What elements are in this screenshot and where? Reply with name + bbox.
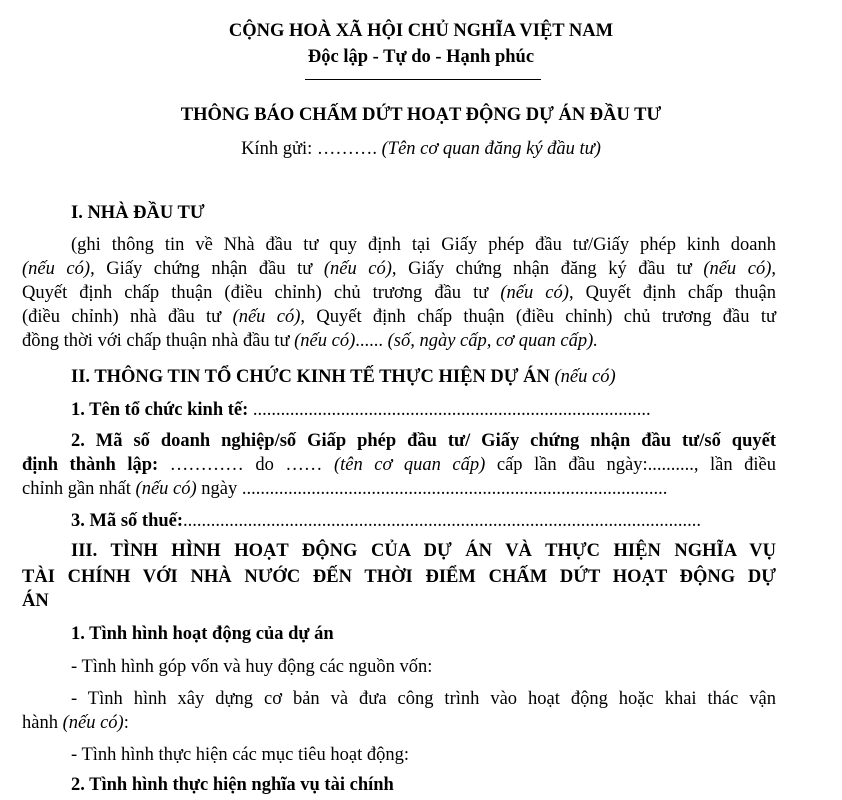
recipient-label: Kính gửi: ………. — [241, 139, 377, 159]
enterprise-code-line-1: 2. Mã số doanh nghiệp/số Giấp phép đầu tư/ Giấy chứng nhận đầu tư/số quyết — [71, 431, 776, 451]
section-1-line-3: Quyết định chấp thuận (điều chỉnh) chủ trương đầu tư (nếu có), Quyết định chấp thuận — [22, 283, 776, 303]
national-name: CỘNG HOÀ XÃ HỘI CHỦ NGHĨA VIỆT NAM — [228, 21, 614, 41]
tax-code-blank: ................................................................................................................ — [183, 511, 702, 531]
financial-obligation-heading: 2. Tình hình thực hiện nghĩa vụ tài chính — [71, 775, 394, 795]
header-divider — [305, 79, 541, 80]
construction-bullet-line-2: hành (nếu có): — [22, 713, 129, 733]
recipient-placeholder: (Tên cơ quan đăng ký đầu tư) — [381, 139, 601, 159]
document-title: THÔNG BÁO CHẤM DỨT HOẠT ĐỘNG DỰ ÁN ĐẦU TƯ — [180, 105, 662, 125]
section-3-heading-line-1: III. TÌNH HÌNH HOẠT ĐỘNG CỦA DỰ ÁN VÀ THỰC HIỆN NGHĨA VỤ — [71, 541, 776, 561]
tax-code-label: 3. Mã số thuế: — [71, 511, 184, 531]
org-name-line — [71, 398, 842, 422]
org-name-label: 1. Tên tổ chức kinh tế: — [71, 400, 253, 420]
section-3-heading-line-2: TÀI CHÍNH VỚI NHÀ NƯỚC ĐẾN THỜI ĐIỂM CHẤM DỨT HOẠT ĐỘNG DỰ — [22, 567, 776, 587]
section-1-line-4: (điều chỉnh) nhà đầu tư (nếu có), Quyết định chấp thuận (điều chỉnh) chủ trương đầu tư — [22, 307, 776, 327]
national-motto: Độc lập - Tự do - Hạnh phúc — [307, 47, 535, 67]
recipient-line — [0, 137, 842, 161]
objectives-bullet: - Tình hình thực hiện các mục tiêu hoạt động: — [71, 745, 409, 765]
section-1-line-5: đồng thời với chấp thuận nhà đầu tư (nếu có)...... (số, ngày cấp, cơ quan cấp). — [22, 331, 598, 351]
section-1-heading: I. NHÀ ĐẦU TƯ — [71, 203, 205, 223]
section-1-line-1: (ghi thông tin về Nhà đầu tư quy định tại Giấy phép đầu tư/Giấy phép kinh doanh — [71, 235, 776, 255]
section-2-heading: II. THÔNG TIN TỔ CHỨC KINH TẾ THỰC HIỆN DỰ ÁN (nếu có) — [71, 367, 616, 387]
org-name-blank: ...................................................................................... — [252, 400, 651, 420]
project-activity-heading: 1. Tình hình hoạt động của dự án — [71, 624, 334, 644]
tax-code-line — [71, 509, 842, 533]
enterprise-code-line-3: chỉnh gần nhất (nếu có) ngày ............................................................................................ — [22, 479, 668, 499]
capital-contribution-bullet: - Tình hình góp vốn và huy động các nguồn vốn: — [71, 657, 433, 677]
section-3-heading-line-3: ÁN — [22, 591, 49, 611]
construction-bullet-line-1: - Tình hình xây dựng cơ bản và đưa công trình vào hoạt động hoặc khai thác vận — [71, 689, 776, 709]
section-1-line-2: (nếu có), Giấy chứng nhận đầu tư (nếu có), Giấy chứng nhận đăng ký đầu tư (nếu có), — [22, 259, 776, 279]
enterprise-code-line-2: định thành lập: ………… do …… (tên cơ quan cấp) cấp lần đầu ngày:.........., lần điều — [22, 455, 777, 475]
